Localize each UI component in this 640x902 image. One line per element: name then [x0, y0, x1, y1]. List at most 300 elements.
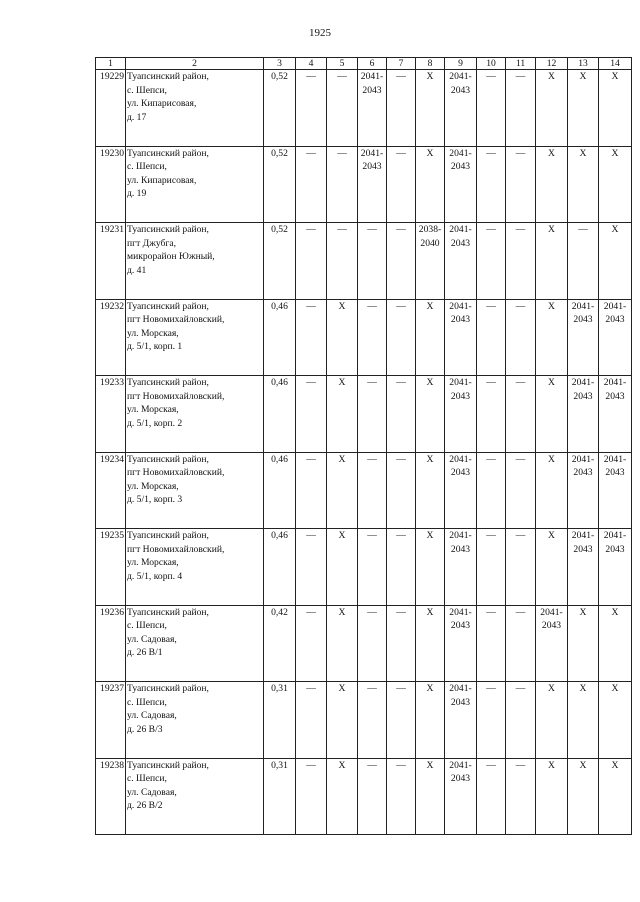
value-cell-col14 — [599, 299, 632, 376]
cell-value: X — [548, 71, 555, 82]
address-line: д. 5/1, корп. 4 — [127, 570, 183, 582]
cell-value: 2043 — [573, 467, 593, 479]
cell-value: X — [611, 71, 619, 82]
address-line: ул. Садовая, — [127, 710, 177, 722]
record-number-cell: 19229 — [96, 70, 126, 147]
cell-value: X — [338, 759, 346, 771]
cell-value: — — [367, 683, 377, 694]
cell-value: 2043 — [362, 84, 382, 96]
table-row — [96, 682, 632, 759]
cell-value: — — [306, 224, 316, 235]
address-line: д. 26 В/3 — [127, 723, 163, 735]
value-cell-col7 — [387, 223, 416, 300]
value-cell-col7 — [387, 529, 416, 606]
value-cell-col3: 0,46 — [264, 529, 296, 606]
cell-value: X — [579, 147, 587, 159]
address-line: ул. Садовая, — [127, 786, 177, 798]
cell-value: — — [306, 606, 316, 618]
value-cell-col12 — [536, 682, 568, 759]
value-cell-col5 — [327, 452, 358, 529]
cell-value: X — [338, 300, 346, 312]
address-line: д. 5/1, корп. 1 — [127, 341, 183, 353]
table-row — [96, 146, 632, 223]
cell-value: — — [367, 530, 377, 541]
record-number-cell: 19231 — [96, 223, 126, 300]
cell-value: — — [337, 224, 347, 235]
value-cell-col4 — [296, 376, 327, 453]
cell-value: X — [579, 683, 587, 694]
cell-value: 2041- — [449, 530, 472, 541]
value-cell-col7 — [387, 146, 416, 223]
cell-value: 2043 — [362, 161, 382, 173]
address-cell — [126, 605, 264, 682]
cell-value: X — [338, 377, 346, 388]
value-cell-col4 — [296, 758, 327, 835]
address-cell — [126, 376, 264, 453]
address-line: д. 5/1, корп. 3 — [127, 494, 183, 506]
column-header: 3 — [264, 58, 296, 70]
cell-value: 2043 — [605, 543, 625, 555]
cell-value: — — [306, 530, 316, 541]
value-cell-col5 — [327, 605, 358, 682]
cell-value: X — [426, 530, 434, 541]
cell-value: 2041- — [571, 377, 595, 388]
column-header: 2 — [126, 58, 264, 70]
value-cell-col8 — [416, 376, 445, 453]
record-number-cell: 19232 — [96, 299, 126, 376]
value-cell-col7 — [387, 299, 416, 376]
cell-value: 2043 — [450, 543, 471, 555]
value-cell-col11 — [506, 299, 536, 376]
value-cell-col14 — [599, 223, 632, 300]
cell-value: 2041- — [603, 530, 627, 541]
value-cell-col11 — [506, 70, 536, 147]
cell-value: — — [396, 530, 406, 541]
column-header: 5 — [327, 58, 358, 70]
address-line: Туапсинский район, — [127, 377, 209, 388]
address-line: Туапсинский район, — [127, 606, 209, 618]
address-line: д. 26 В/1 — [127, 647, 163, 659]
value-cell-col4 — [296, 682, 327, 759]
value-cell-col3: 0,52 — [264, 223, 296, 300]
address-cell — [126, 758, 264, 835]
value-cell-col7 — [387, 758, 416, 835]
cell-value: — — [367, 606, 377, 618]
cell-value: — — [367, 224, 377, 235]
cell-value: — — [515, 300, 526, 312]
cell-value: 2043 — [573, 314, 593, 326]
value-cell-col3: 0,46 — [264, 452, 296, 529]
column-header: 11 — [506, 58, 536, 70]
cell-value: X — [338, 530, 346, 541]
value-cell-col5 — [327, 758, 358, 835]
table-body — [96, 70, 632, 835]
cell-value: X — [426, 300, 434, 312]
cell-value: — — [367, 759, 377, 771]
cell-value: X — [611, 224, 619, 235]
address-line: ул. Морская, — [127, 557, 179, 569]
cell-value: — — [515, 71, 526, 82]
cell-value: — — [515, 530, 526, 541]
value-cell-col14 — [599, 605, 632, 682]
cell-value: X — [548, 224, 555, 235]
address-line: Туапсинский район, — [127, 224, 209, 235]
value-cell-col12 — [536, 223, 568, 300]
value-cell-col4 — [296, 146, 327, 223]
cell-value: — — [396, 147, 406, 159]
housing-registry-table — [95, 57, 632, 835]
value-cell-col5 — [327, 682, 358, 759]
value-cell-col4 — [296, 605, 327, 682]
column-header: 7 — [387, 58, 416, 70]
value-cell-col5 — [327, 529, 358, 606]
value-cell-col13 — [568, 299, 599, 376]
cell-value: X — [426, 759, 434, 771]
value-cell-col4 — [296, 529, 327, 606]
cell-value: — — [306, 300, 316, 312]
value-cell-col13 — [568, 70, 599, 147]
table-row — [96, 758, 632, 835]
cell-value: 2041- — [449, 683, 472, 694]
value-cell-col14 — [599, 529, 632, 606]
cell-value: 2043 — [605, 467, 625, 479]
cell-value: 2041- — [571, 530, 595, 541]
value-cell-col14 — [599, 70, 632, 147]
value-cell-col9 — [445, 70, 477, 147]
value-cell-col8 — [416, 758, 445, 835]
value-cell-col3: 0,42 — [264, 605, 296, 682]
address-line: д. 41 — [127, 264, 147, 276]
address-cell — [126, 70, 264, 147]
cell-value: 2041- — [449, 377, 472, 388]
cell-value: — — [306, 759, 316, 771]
value-cell-col14 — [599, 146, 632, 223]
value-cell-col8 — [416, 299, 445, 376]
cell-value: — — [396, 71, 406, 82]
value-cell-col8 — [416, 529, 445, 606]
cell-value: X — [338, 683, 346, 694]
value-cell-col8 — [416, 146, 445, 223]
value-cell-col12 — [536, 299, 568, 376]
value-cell-col10 — [477, 223, 506, 300]
cell-value: 2041- — [603, 300, 627, 312]
value-cell-col6 — [358, 376, 387, 453]
address-line: д. 19 — [127, 188, 147, 200]
value-cell-col4 — [296, 223, 327, 300]
table-row — [96, 376, 632, 453]
value-cell-col4 — [296, 452, 327, 529]
cell-value: X — [548, 300, 555, 312]
cell-value: X — [426, 606, 434, 618]
cell-value: — — [486, 377, 496, 388]
address-cell — [126, 223, 264, 300]
cell-value: X — [426, 71, 434, 82]
cell-value: 2041- — [449, 71, 472, 82]
cell-value: 2043 — [573, 390, 593, 402]
cell-value: — — [515, 606, 526, 618]
page-number: 1925 — [309, 27, 331, 39]
cell-value: X — [426, 377, 434, 388]
value-cell-col7 — [387, 452, 416, 529]
record-number-cell: 19235 — [96, 529, 126, 606]
table-row — [96, 452, 632, 529]
address-cell — [126, 682, 264, 759]
record-number-cell: 19238 — [96, 758, 126, 835]
cell-value: 2043 — [541, 620, 562, 632]
address-line: Туапсинский район, — [127, 759, 209, 771]
cell-value: 2041- — [360, 147, 384, 159]
value-cell-col9 — [445, 223, 477, 300]
value-cell-col3: 0,46 — [264, 299, 296, 376]
column-header: 6 — [358, 58, 387, 70]
value-cell-col12 — [536, 376, 568, 453]
cell-value: — — [515, 453, 526, 465]
value-cell-col13 — [568, 529, 599, 606]
cell-value: — — [396, 300, 406, 312]
cell-value: 2043 — [450, 467, 471, 479]
column-header: 1 — [96, 58, 126, 70]
value-cell-col12 — [536, 146, 568, 223]
cell-value: 2043 — [605, 314, 625, 326]
cell-value: 2041- — [571, 453, 595, 465]
value-cell-col7 — [387, 682, 416, 759]
address-line: пгт Новомихайловский, — [127, 467, 225, 479]
record-number-cell: 19233 — [96, 376, 126, 453]
value-cell-col11 — [506, 146, 536, 223]
column-header: 9 — [445, 58, 477, 70]
cell-value: — — [396, 683, 406, 694]
value-cell-col11 — [506, 376, 536, 453]
value-cell-col13 — [568, 146, 599, 223]
value-cell-col13 — [568, 682, 599, 759]
cell-value: X — [548, 530, 555, 541]
cell-value: — — [515, 377, 526, 388]
value-cell-col6 — [358, 529, 387, 606]
cell-value: X — [426, 453, 434, 465]
value-cell-col5 — [327, 146, 358, 223]
value-cell-col6 — [358, 299, 387, 376]
value-cell-col9 — [445, 146, 477, 223]
cell-value: X — [426, 683, 434, 694]
address-cell — [126, 146, 264, 223]
address-cell — [126, 452, 264, 529]
cell-value: 2041- — [603, 453, 627, 465]
value-cell-col10 — [477, 70, 506, 147]
cell-value: — — [515, 147, 526, 159]
cell-value: X — [611, 606, 619, 618]
value-cell-col8 — [416, 605, 445, 682]
cell-value: — — [486, 683, 496, 694]
cell-value: 2043 — [450, 314, 471, 326]
table-row — [96, 223, 632, 300]
cell-value: X — [548, 147, 555, 159]
value-cell-col12 — [536, 529, 568, 606]
value-cell-col6 — [358, 682, 387, 759]
value-cell-col12 — [536, 452, 568, 529]
column-number-header-row — [96, 58, 632, 70]
value-cell-col6 — [358, 758, 387, 835]
cell-value: 2043 — [450, 84, 471, 96]
cell-value: 2043 — [450, 773, 471, 785]
value-cell-col9 — [445, 376, 477, 453]
value-cell-col14 — [599, 758, 632, 835]
cell-value: 2041- — [571, 300, 595, 312]
cell-value: — — [515, 759, 526, 771]
value-cell-col14 — [599, 376, 632, 453]
cell-value: — — [306, 683, 316, 694]
address-line: Туапсинский район, — [127, 530, 209, 541]
value-cell-col12 — [536, 70, 568, 147]
value-cell-col8 — [416, 682, 445, 759]
address-line: д. 17 — [127, 111, 147, 123]
value-cell-col3: 0,52 — [264, 70, 296, 147]
cell-value: — — [367, 377, 377, 388]
address-line: пгт Новомихайловский, — [127, 314, 225, 326]
address-line: ул. Кипарисовая, — [127, 174, 197, 186]
address-line: ул. Морская, — [127, 480, 179, 492]
value-cell-col4 — [296, 70, 327, 147]
value-cell-col14 — [599, 682, 632, 759]
cell-value: 2041- — [449, 606, 472, 618]
address-line: пгт Новомихайловский, — [127, 543, 225, 555]
cell-value: — — [396, 453, 406, 465]
cell-value: — — [486, 453, 496, 465]
cell-value: — — [486, 300, 496, 312]
value-cell-col6 — [358, 452, 387, 529]
value-cell-col6 — [358, 223, 387, 300]
cell-value: X — [548, 759, 555, 771]
cell-value: — — [486, 530, 496, 541]
address-line: с. Шепси, — [127, 696, 167, 708]
cell-value: X — [611, 759, 619, 771]
value-cell-col10 — [477, 529, 506, 606]
value-cell-col10 — [477, 299, 506, 376]
record-number-cell: 19230 — [96, 146, 126, 223]
cell-value: — — [396, 224, 406, 235]
cell-value: 2043 — [450, 620, 471, 632]
address-line: д. 26 В/2 — [127, 800, 163, 812]
column-header: 12 — [536, 58, 568, 70]
cell-value: X — [611, 147, 619, 159]
cell-value: 2040 — [420, 237, 440, 249]
cell-value: 2038- — [418, 224, 442, 235]
value-cell-col9 — [445, 605, 477, 682]
value-cell-col3: 0,31 — [264, 682, 296, 759]
address-line: с. Шепси, — [127, 84, 167, 96]
address-line: ул. Морская, — [127, 404, 179, 416]
cell-value: 2041- — [449, 147, 472, 159]
value-cell-col10 — [477, 376, 506, 453]
address-cell — [126, 299, 264, 376]
value-cell-col8 — [416, 452, 445, 529]
cell-value: — — [515, 683, 526, 694]
cell-value: 2043 — [573, 543, 593, 555]
value-cell-col12 — [536, 605, 568, 682]
value-cell-col9 — [445, 758, 477, 835]
cell-value: — — [306, 71, 316, 82]
address-line: Туапсинский район, — [127, 453, 209, 465]
value-cell-col13 — [568, 758, 599, 835]
column-header: 14 — [599, 58, 632, 70]
cell-value: X — [548, 377, 555, 388]
value-cell-col11 — [506, 223, 536, 300]
value-cell-col13 — [568, 223, 599, 300]
cell-value: — — [367, 453, 377, 465]
value-cell-col8 — [416, 223, 445, 300]
cell-value: 2043 — [450, 696, 471, 708]
value-cell-col7 — [387, 605, 416, 682]
address-line: Туапсинский район, — [127, 683, 209, 694]
value-cell-col10 — [477, 605, 506, 682]
value-cell-col11 — [506, 605, 536, 682]
value-cell-col6 — [358, 70, 387, 147]
cell-value: X — [426, 147, 434, 159]
value-cell-col7 — [387, 70, 416, 147]
cell-value: — — [306, 377, 316, 388]
record-number-cell: 19237 — [96, 682, 126, 759]
address-cell — [126, 529, 264, 606]
cell-value: 2043 — [450, 237, 471, 249]
column-header: 10 — [477, 58, 506, 70]
cell-value: X — [579, 71, 587, 82]
value-cell-col6 — [358, 605, 387, 682]
address-line: ул. Кипарисовая, — [127, 98, 197, 110]
cell-value: 2041- — [449, 759, 472, 771]
address-line: пгт Новомихайловский, — [127, 390, 225, 402]
value-cell-col9 — [445, 682, 477, 759]
value-cell-col4 — [296, 299, 327, 376]
cell-value: 2041- — [540, 606, 563, 618]
value-cell-col13 — [568, 452, 599, 529]
cell-value: 2043 — [450, 161, 471, 173]
cell-value: 2041- — [449, 224, 472, 235]
address-line: с. Шепси, — [127, 161, 167, 173]
value-cell-col9 — [445, 529, 477, 606]
cell-value: X — [579, 759, 587, 771]
cell-value: X — [611, 683, 619, 694]
value-cell-col6 — [358, 146, 387, 223]
address-line: Туапсинский район, — [127, 71, 209, 82]
address-line: ул. Морская, — [127, 327, 179, 339]
value-cell-col11 — [506, 682, 536, 759]
value-cell-col9 — [445, 299, 477, 376]
cell-value: 2041- — [449, 453, 472, 465]
value-cell-col5 — [327, 376, 358, 453]
table-row — [96, 70, 632, 147]
cell-value: 2043 — [450, 390, 471, 402]
value-cell-col5 — [327, 299, 358, 376]
value-cell-col11 — [506, 452, 536, 529]
value-cell-col12 — [536, 758, 568, 835]
cell-value: — — [306, 453, 316, 465]
value-cell-col3: 0,31 — [264, 758, 296, 835]
address-line: микрорайон Южный, — [127, 251, 215, 263]
cell-value: — — [337, 71, 347, 82]
value-cell-col11 — [506, 529, 536, 606]
value-cell-col3: 0,52 — [264, 146, 296, 223]
cell-value: — — [396, 606, 406, 618]
cell-value: — — [578, 224, 588, 235]
record-number-cell: 19234 — [96, 452, 126, 529]
address-line: д. 5/1, корп. 2 — [127, 417, 183, 429]
cell-value: 2043 — [605, 390, 625, 402]
value-cell-col7 — [387, 376, 416, 453]
cell-value: X — [338, 453, 346, 465]
cell-value: — — [486, 147, 496, 159]
value-cell-col13 — [568, 376, 599, 453]
address-line: с. Шепси, — [127, 773, 167, 785]
value-cell-col3: 0,46 — [264, 376, 296, 453]
